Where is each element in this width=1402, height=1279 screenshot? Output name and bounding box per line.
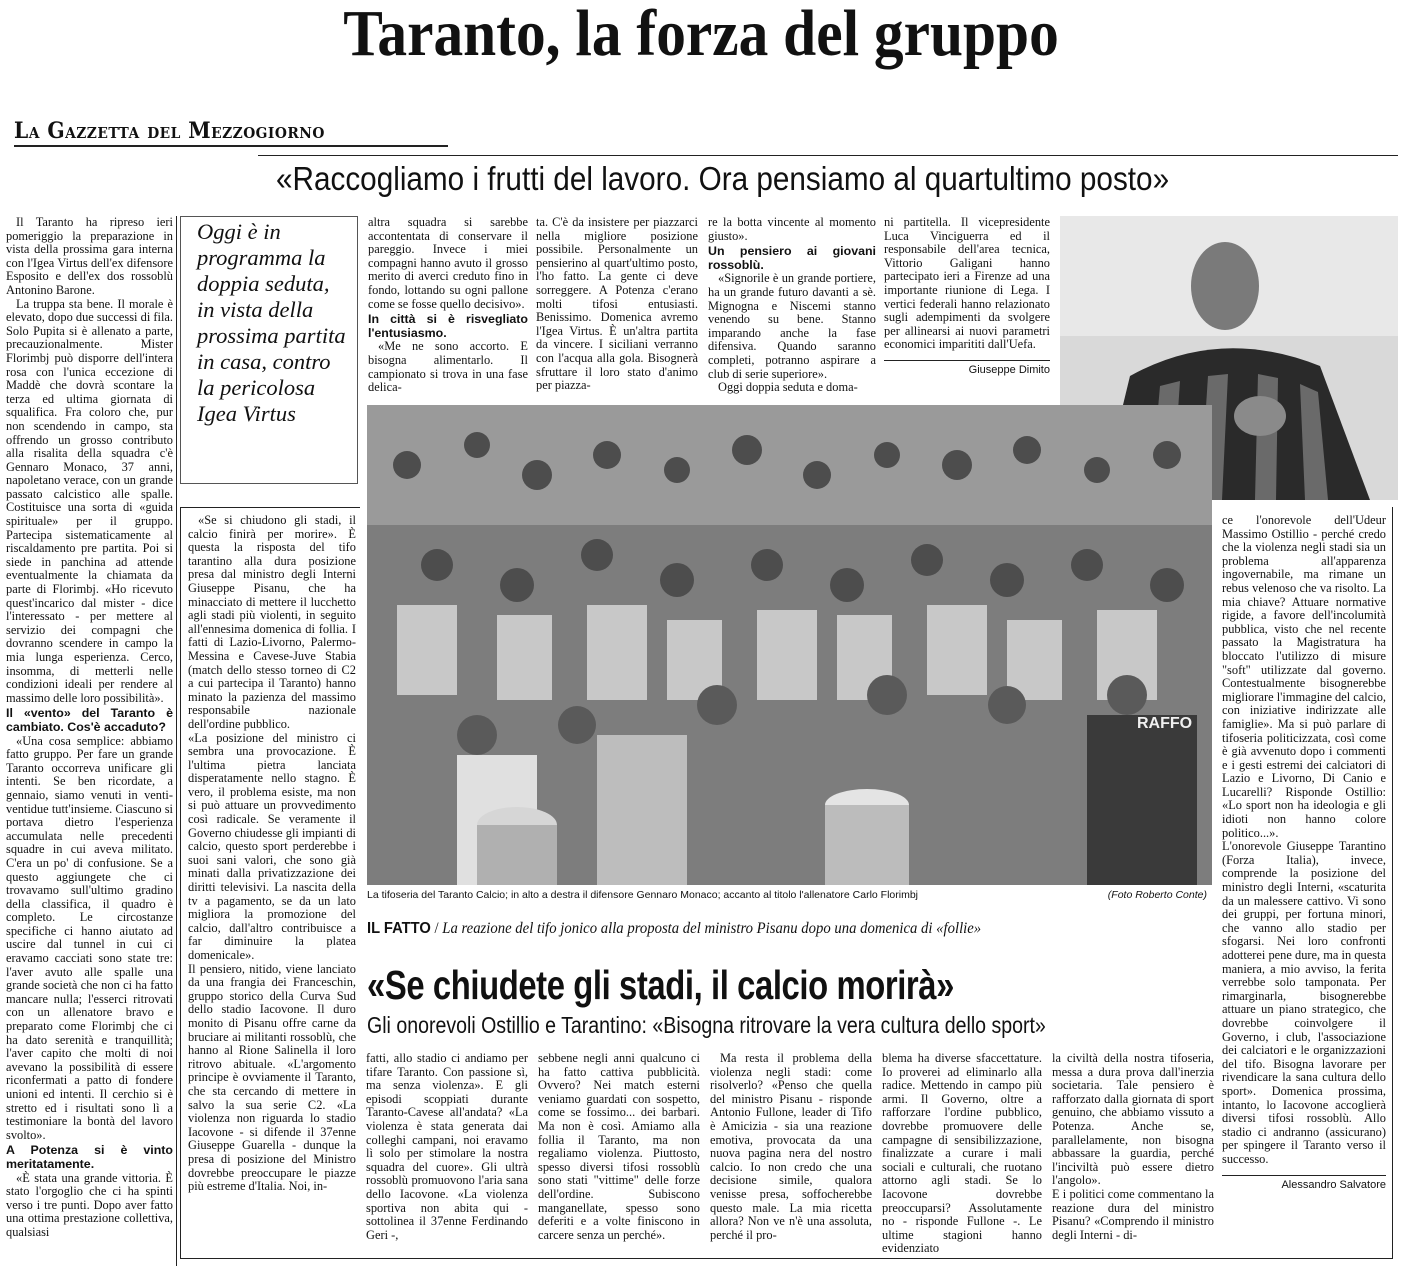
photo-credit: (Foto Roberto Conte) bbox=[1107, 889, 1207, 901]
paragraph: ce l'onorevole dell'Udeur Massimo Ostillio - perché credo che la violenza negli stadi sia un problema all'apparenza ingovernabile, ma rimane un rebus velenoso che va risolto. La mia chiave? Attuare normative rigide, a favore dell'incolumità pubblica, visto che nel recente passato la Magistratura ha bloccato l'utilizzo di misure "soft" utilizzate dal governo. Contestualmente bisognerebbe migliorare l'immagine del calcio, con iniziative indirizzate alle famiglie». Ma si può parlare di tifoseria politicizzata, così come è già avvenuto dopo i commenti e i gesti estremi dei calciatori di Lazio e Livorno, Di Canio e Lucarelli? Risponde Ostillio: «Lo sport non ha ideologia e gli idioti non hanno colore politico...». L'onorevole Giuseppe Tarantino (Forza Italia), invece, comprende la posizione del ministro degli Interni, «scaturita da un malessere cattivo. Vi sono dei gruppi, per fortuna minori, che vanno allo stadio per sfogarsi. Nei loro confronti adotterei pene dure, ma in questa maniera, a mio avviso, la ferita verrebbe solo tamponata. Per rimarginarla, bisognerebbe attuare un piano strategico, che dovrebbe coinvolgere il Governo, i club, l'associazione dei calciatori e le organizzazioni del tifo. Bisogna lavorare per rivendicare la sana cultura dello sport». Domenica prossima, intanto, lo Iacovone accoglierà diversi tifosi rossoblù. Allo stadio ci andranno (assicurano) per spingere il Taranto verso il successo. bbox=[1222, 514, 1386, 1166]
paragraph: «Me ne sono accorto. E bisogna alimentarlo. Il campionato si trova in una fase delica- bbox=[368, 339, 528, 395]
crowd-photo bbox=[367, 405, 1212, 885]
paragraph: sebbene negli anni qualcuno ci ha fatto cattiva pubblicità. Ovvero? Nei match esterni veniamo guardati con sospetto, come se fossimo... dei barbari. Ma non è così. Amiamo alla follia il Taranto, ma non regaliamo violenza. Piuttosto, spesso diversi tifosi rossoblù sono stati "vittime" delle forze dell'ordine. Subiscono manganellate, spesso sono deferiti e a volte finiscono in carcere senza un perché». bbox=[538, 1052, 700, 1242]
article1-col2 bbox=[368, 216, 528, 416]
byline: Giuseppe Dimito bbox=[884, 360, 1050, 378]
masthead-rule bbox=[14, 145, 448, 147]
article2-left-col bbox=[188, 514, 356, 1254]
crowd-illustration bbox=[367, 405, 1212, 885]
paragraph: «È stata una grande vittoria. È stato l'orgoglio che ci ha spinti verso i tre punti. Dopo aver fatto una ottima prestazione collettiva, qualsiasi bbox=[6, 1170, 173, 1239]
paragraph: La truppa sta bene. Il morale è elevato, dopo due successi di fila. Solo Pupita si è allenato a parte, precauzionalmente. Mister Florimbj può disporre dell'intera rosa con l'unica eccezione di Maddè che dovrà scontare la terza ed ultima giornata di squalifica. Fra coloro che, pur non scendendo in campo, sta offrendo un grosso contributo alla risalita della squadra c'è Gennaro Monaco, 37 anni, napoletano verace, con un grande passato calcistico alle spalle. Costituisce una sorta di «guida spirituale» per il gruppo. Partecipa sistematicamente al riscaldamento pre partita. Poi si siede in panchina ad attende eventualmente la chiamata da parte di Florimbj. «Ho ricevuto quest'incarico dal mister - dice l'interessato - per mettere al servizio dei compagni che dovranno scendere in campo la mia lunga esperienza. Cerco, insomma, di metterli nelle condizioni ideali per rendere al massimo delle loro possibilità». bbox=[6, 296, 173, 705]
box-top bbox=[180, 507, 360, 508]
paragraph: altra squadra si sarebbe accontentata di conservare il pareggio. Invece i miei compagni hanno avuto il grosso merito di averci creduto fino in fondo, lottando su ogni pallone come se fosse quello decisivo». bbox=[368, 216, 528, 311]
page-title: Taranto, la forza del gruppo bbox=[343, 0, 1059, 70]
caption-text: La tifoseria del Taranto Calcio; in alto a destra il difensore Gennaro Monaco; accanto al titolo l'allenatore Carlo Florimbj bbox=[367, 889, 919, 901]
article2-deck: Gli onorevoli Ostillio e Tarantino: «Bisogna ritrovare la vera cultura dello sport» bbox=[367, 1012, 1046, 1038]
article1-col1 bbox=[6, 216, 173, 1266]
pull-quote: Oggi è in programma la doppia seduta, in vista della prossima partita in casa, contro la pericolosa Igea Virtus bbox=[180, 216, 358, 484]
byline: Alessandro Salvatore bbox=[1222, 1175, 1386, 1193]
paragraph: ta. C'è da insistere per piazzarci nella migliore posizione possibile. Personalmente un pensierino al quart'ultimo posto, l'ho fatto. La gente ci deve sorreggere. A Potenza c'erano molti tifosi entusiasti. Benissimo. Domenica avremo l'Igea Virtus. È un'altra partita da vincere. I siciliani verranno con l'acqua alla gola. Bisognerà sfruttare il loro stato d'animo per piazza- bbox=[536, 216, 698, 393]
paragraph: Il Taranto ha ripreso ieri pomeriggio la preparazione in vista della prossima gara interna con l'Igea Virtus dell'ex difensore Esposito e dell'ex dos rossoblù Antonino Barone. bbox=[6, 216, 173, 297]
shirt-text: RAFFO bbox=[1137, 715, 1193, 732]
paragraph: Ma resta il problema della violenza negli stadi: come risolverlo? «Penso che quella del ministro Pisanu - risponde Antonio Fullone, leader di Tifo è Amicizia - sia una reazione emotiva, provocata da una nuova pagina nera del nostro calcio. Io non credo che una decisione simile, qualora venisse presa, soffocherebbe questo male. La mia ricetta allora? Non ve n'è una assoluta, perché il pro- bbox=[710, 1052, 872, 1242]
article2-col2 bbox=[538, 1052, 700, 1257]
masthead: La Gazzetta del Mezzogiorno bbox=[14, 118, 325, 144]
article1-col5 bbox=[884, 216, 1050, 416]
article2-right-col bbox=[1222, 514, 1386, 1254]
section-text: La reazione del tifo jonico alla proposta del ministro Pisanu dopo una domenica di «follie» bbox=[442, 920, 982, 937]
paragraph: «Una cosa semplice: abbiamo fatto gruppo. Per fare un grande Taranto occorreva unificare gli intenti. Se ben ricordate, a gennaio, siamo venuti in venti-ventidue tutt'insieme. Ciascuno si portava dietro l'esperienza accumulata nelle precedenti squadre in cui aveva militato. C'era un po' di confusione. Se a questo aggiungete che ci trovavamo sull'ultimo gradino della classifica, il quadro è completo. Le circostanze specifiche ci hanno aiutato ad uscire dal tunnel in cui ci eravamo cacciati sono state tre: l'aver avuto alle spalle una grande società che non ci ha fatto mancare nulla; l'esserci ritrovati con un allenatore bravo e preparato come Florimbj che ci ha dato serenità e tranquillità; l'aver capito che molti di noi avevano la possibilità di essere riconfermati a patto di fondere unioni ed intenti. Il cerchio si è stretto ed i risultati sono lì a testimoniare la bontà del lavoro svolto». bbox=[6, 733, 173, 1142]
paragraph: re la botta vincente al momento giusto». bbox=[708, 216, 876, 243]
article1-col3 bbox=[536, 216, 698, 416]
paragraph: la civiltà della nostra tifoseria, messa a dura prova dall'inerzia societaria. Tale pensiero è rafforzato dalla giornata di sport genuino, che abbiamo vissuto a Potenza. Anche se, parallelamente, non bisogna abbassare la guardia, perché l'inciviltà può essere dietro l'angolo». E i politici come commentano la reazione dura del ministro Pisanu? «Comprendo il ministro degli Interni - di- bbox=[1052, 1052, 1214, 1242]
top-rule bbox=[258, 155, 1398, 156]
box-left bbox=[180, 507, 181, 1259]
article2-col1 bbox=[366, 1052, 528, 1257]
article2-col5 bbox=[1052, 1052, 1214, 1257]
photo-caption bbox=[367, 889, 1211, 901]
paragraph: fatti, allo stadio ci andiamo per tifare Taranto. Con passione sì, ma senza violenza». E gli episodi scoppiati durante Taranto-Cavese all'andata? «La violenza è stata generata dai colleghi campani, noi eravamo lì solo per stimolare la nostra squadra del cuore». Gli ultrà rossoblù promuovono l'aria sana dello Iacovone. «La violenza sportiva non abita qui - sottolinea il 37enne Ferdinando Geri -, bbox=[366, 1052, 528, 1242]
article1-col4 bbox=[708, 216, 876, 416]
question: Il «vento» del Taranto è cambiato. Cos'è accaduto? bbox=[6, 706, 173, 734]
il-fatto-line bbox=[367, 920, 1149, 938]
article2-headline: «Se chiudete gli stadi, il calcio morirà» bbox=[367, 962, 954, 1008]
article2-col3 bbox=[710, 1052, 872, 1257]
article2-col4 bbox=[882, 1052, 1042, 1257]
paragraph: «Signorile è un grande portiere, ha un grande futuro davanti a sè. Mignogna e Niscemi stanno venendo su bene. Stanno imparando anche la fase difensiva. Quando saranno completi, potranno aspirare a club di serie superiore». bbox=[708, 271, 876, 381]
paragraph: Oggi doppia seduta e doma- bbox=[718, 380, 858, 395]
question: A Potenza si è vinto meritatamente. bbox=[6, 1143, 173, 1171]
paragraph: blema ha diverse sfaccettature. Io proverei ad eliminarlo alla radice. Mettendo in campo più armi. Il Governo, oltre a rafforzare l'ordine pubblico, dovrebbe promuovere delle campagne di sensibilizzazione, finalizzate a curare i mali sociali e culturali, che ruotano attorno agli stadi. Se lo Iacovone dovrebbe preoccuparsi? Assolutamente no - risponde Fullone -. Le ultime stagioni hanno evidenziato bbox=[882, 1052, 1042, 1256]
paragraph: ni partitella. Il vicepresidente Luca Vinciguerra ed il responsabile dell'area tecnica, Vittorio Galigani hanno partecipato ieri a Firenze ad una importante riunione di Lega. I vertici federali hanno relazionato sugli adempimenti da svolgere per allinearsi ai nuovi parametri economici imparititi dall'Uefa. bbox=[884, 216, 1050, 352]
question: In città si è risvegliato l'entusiasmo. bbox=[368, 312, 528, 340]
article-kicker: «Raccogliamo i frutti del lavoro. Ora pensiamo al quartultimo posto» bbox=[276, 160, 1170, 197]
question: Un pensiero ai giovani rossoblù. bbox=[708, 244, 876, 272]
section-label: IL FATTO bbox=[367, 920, 431, 937]
separator: / bbox=[434, 920, 443, 937]
paragraph: «Se si chiudono gli stadi, il calcio finirà per morire». È questa la risposta del tifo tarantino alla dura posizione presa dal ministro degli Interni Giuseppe Pisanu, che ha minacciato di mettere il lucchetto agli stadi più violenti, in seguito all'ennesima domenica di follia. I fatti di Lazio-Livorno, Palermo-Messina e Cavese-Juve Stabia (match dello stesso torneo di C2 a cui partecipa il Taranto) hanno minato la pazienza del massimo responsabile nazionale dell'ordine pubblico. «La posizione del ministro ci sembra una provocazione. È l'ultima pietra lanciata disperatamente nello stagno. È vero, il problema esiste, ma non si può attuare un provvedimento così radicale. Se veramente il Governo chiudesse gli impianti di calcio, questo sport perderebbe i suoi sani valori, che sono già minati dalla privatizzazione dei diritti televisivi. La nascita della tv a pagamento, se da un lato migliora la promozione del calcio, dall'altro contribuisce a far diminuire la platea domenicale». Il pensiero, nitido, viene lanciato da una frangia dei Franceschin, gruppo storico della Curva Sud dello stadio Iacovone. Il duro monito di Pisanu offre carne da bruciare ai militanti rossoblù, che hanno al Rione Salinella il loro ritrovo abituale. «L'argomento principe è ovviamente il Taranto, che sta cercando di mettere in salvo la sua serie C2. «La violenza non riguarda lo stadio Iacovone - si difende il 37enne Giuseppe Guarella - dunque la presa di posizione del Ministro dovrebbe preoccupare le piazze più estreme d'Italia. Noi, in- bbox=[188, 514, 356, 1194]
column-divider bbox=[176, 216, 177, 1266]
box-bottom bbox=[180, 1258, 1393, 1259]
box-right bbox=[1392, 507, 1393, 1259]
